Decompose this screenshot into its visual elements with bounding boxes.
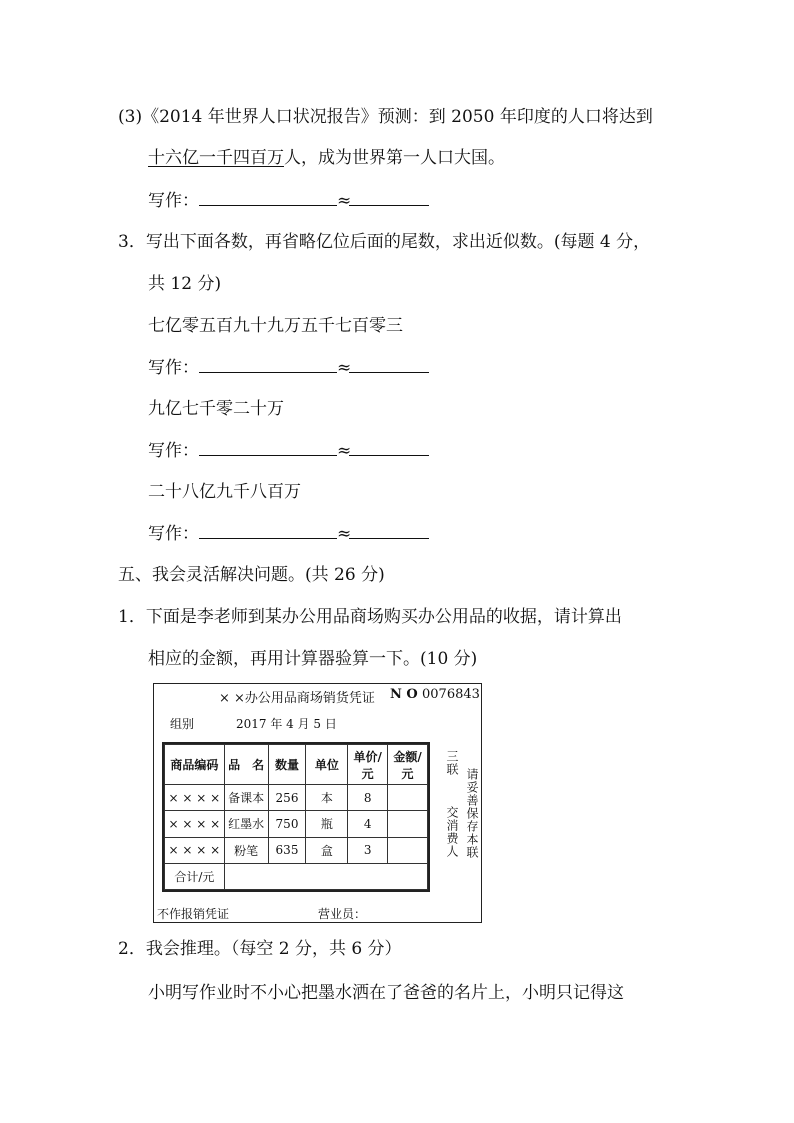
total-label: 合计/元 (165, 863, 225, 889)
write-label: 写作： (148, 358, 199, 378)
approx-sign: ≈ (337, 191, 352, 211)
q1-line1: 1．下面是李老师到某办公用品商场购买办公用品的收据，请计算出 (118, 607, 622, 627)
q2-text: 小明写作业时不小心把墨水洒在了爸爸的名片上，小明只记得这 (148, 983, 624, 1003)
header-cell: 金额/ 元 (388, 745, 428, 785)
code-cell: × × × × (165, 837, 225, 863)
header-cell: 商品编码 (165, 745, 225, 785)
name-cell: 红墨水 (224, 811, 268, 837)
unit-cell: 本 (306, 785, 348, 811)
number-words: 七亿零五百九十九万五千七百零三 (148, 316, 403, 336)
approx-sign: ≈ (337, 358, 352, 378)
unit-cell: 瓶 (306, 811, 348, 837)
receipt-no-label: N O (390, 687, 418, 702)
name-cell: 备课本 (224, 785, 268, 811)
q3-item-line2-rest: 人，成为世界第一人口大国。 (284, 148, 505, 168)
price-cell: 3 (348, 837, 388, 863)
header-cell: 数量 (268, 745, 306, 785)
amount-cell[interactable] (388, 837, 428, 863)
side-copy-label: 三联 (445, 750, 459, 776)
qty-cell: 750 (268, 811, 306, 837)
header-cell: 单位 (306, 745, 348, 785)
total-row (165, 863, 428, 889)
group-label: 组别 (170, 717, 195, 731)
amount-cell[interactable] (388, 785, 428, 811)
table-row (165, 837, 428, 863)
q2-heading: 2．我会推理。（每空 2 分，共 6 分） (118, 939, 402, 959)
write-label: 写作： (148, 191, 199, 211)
receipt-table (162, 742, 430, 892)
header-cell: 单价/ 元 (348, 745, 388, 785)
receipt (153, 683, 482, 923)
receipt-date: 2017 年 4 月 5 日 (236, 717, 337, 731)
amount-cell[interactable] (388, 811, 428, 837)
footer-not-reimbursable: 不作报销凭证 (157, 907, 230, 921)
answer-line (148, 439, 429, 462)
footer-salesperson: 营业员： (318, 907, 367, 921)
table-row (165, 785, 428, 811)
code-cell: × × × × (165, 785, 225, 811)
write-blank[interactable] (199, 356, 337, 373)
answer-line (148, 189, 429, 212)
approx-blank[interactable] (349, 189, 429, 206)
q3-heading-line1: 3．写出下面各数，再省略亿位后面的尾数，求出近似数。(每题 4 分， (118, 232, 651, 252)
answer-line (148, 356, 429, 379)
side-keep-note: 请妥善保存本联 (465, 768, 479, 859)
receipt-no-value: 0076843 (422, 687, 480, 702)
total-value-cell[interactable] (224, 863, 427, 889)
header-cell: 品 名 (224, 745, 268, 785)
qty-cell: 635 (268, 837, 306, 863)
table-row (165, 811, 428, 837)
write-label: 写作： (148, 441, 199, 461)
approx-sign: ≈ (337, 524, 352, 544)
write-blank[interactable] (199, 439, 337, 456)
approx-blank[interactable] (349, 522, 429, 539)
write-label: 写作： (148, 524, 199, 544)
table-header-row (165, 745, 428, 785)
name-cell: 粉笔 (224, 837, 268, 863)
qty-cell: 256 (268, 785, 306, 811)
approx-sign: ≈ (337, 441, 352, 461)
q3-item-line2 (148, 147, 505, 169)
write-blank[interactable] (199, 189, 337, 206)
number-words: 二十八亿九千八百万 (148, 482, 301, 502)
unit-cell: 盒 (306, 837, 348, 863)
q1-line2: 相应的金额，再用计算器验算一下。(10 分) (148, 649, 478, 669)
approx-blank[interactable] (349, 356, 429, 373)
number-words: 九亿七千零二十万 (148, 399, 284, 419)
underlined-number: 十六亿一千四百万 (148, 148, 284, 168)
code-cell: × × × × (165, 811, 225, 837)
answer-line (148, 522, 429, 545)
price-cell: 4 (348, 811, 388, 837)
side-copy-recipient: 交消费人 (445, 806, 459, 858)
q3-item-line1: (3)《2014 年世界人口状况报告》预测：到 2050 年印度的人口将达到 (118, 107, 653, 127)
section-heading: 五、我会灵活解决问题。(共 26 分) (118, 565, 385, 585)
q3-heading-line2: 共 12 分) (148, 274, 222, 294)
receipt-title: × ×办公用品商场销货凭证 (219, 691, 375, 706)
write-blank[interactable] (199, 522, 337, 539)
price-cell: 8 (348, 785, 388, 811)
approx-blank[interactable] (349, 439, 429, 456)
